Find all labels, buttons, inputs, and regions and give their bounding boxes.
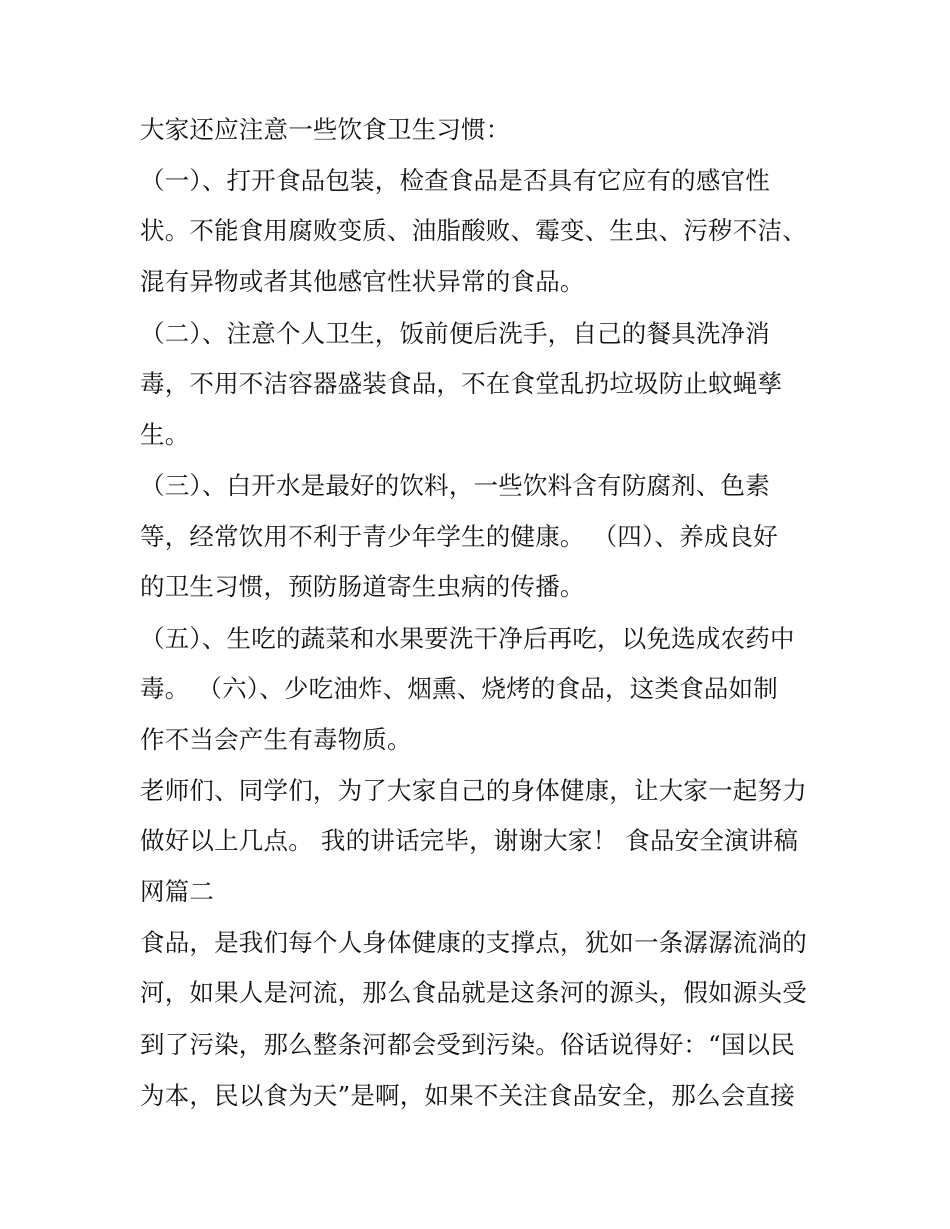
text-line: 食品，是我们每个人身体健康的支撑点，犹如一条潺潺流淌的 xyxy=(140,928,807,957)
text-line: （二）、注意个人卫生，饭前便后洗手，自己的餐具洗净消 xyxy=(140,319,770,348)
text-line: 河，如果人是河流，那么食品就是这条河的源头，假如源头受 xyxy=(140,978,807,1007)
text-line: 生。 xyxy=(140,420,190,449)
text-line: 毒。 （六）、少吃油炸、烟熏、烧烤的食品，这类食品如制 xyxy=(140,674,778,703)
text-line: 为本，民以食为天”是啊，如果不关注食品安全，那么会直接 xyxy=(140,1081,795,1110)
text-line: （三）、白开水是最好的饮料，一些饮料含有防腐剂、色素 xyxy=(140,471,770,500)
text-line: （五）、生吃的蔬菜和水果要洗干净后再吃，以免选成农药中 xyxy=(140,624,795,653)
text-line: 的卫生习惯，预防肠道寄生虫病的传播。 xyxy=(140,572,585,601)
text-line: 大家还应注意一些饮食卫生习惯： xyxy=(140,115,511,144)
text-line: 作不当会产生有毒物质。 xyxy=(140,725,412,754)
text-line: 混有异物或者其他感官性状异常的食品。 xyxy=(140,267,585,296)
text-line: 做好以上几点。 我的讲话完毕，谢谢大家！ 食品安全演讲稿 xyxy=(140,826,799,855)
text-line: 老师们、同学们，为了大家自己的身体健康，让大家一起努力 xyxy=(140,776,807,805)
text-line: 等，经常饮用不利于青少年学生的健康。 （四）、养成良好 xyxy=(140,522,778,551)
text-line: 到了污染，那么整条河都会受到污染。俗话说得好：“国以民 xyxy=(140,1030,795,1059)
text-line: 毒，不用不洁容器盛装食品，不在食堂乱扔垃圾防止蚊蝇孳 xyxy=(140,369,783,398)
text-line: 网篇二 xyxy=(140,877,215,906)
text-line: 状。不能食用腐败变质、油脂酸败、霉变、生虫、污秽不洁、 xyxy=(140,216,807,245)
text-line: （一）、打开食品包装，检查食品是否具有它应有的感官性 xyxy=(140,166,770,195)
